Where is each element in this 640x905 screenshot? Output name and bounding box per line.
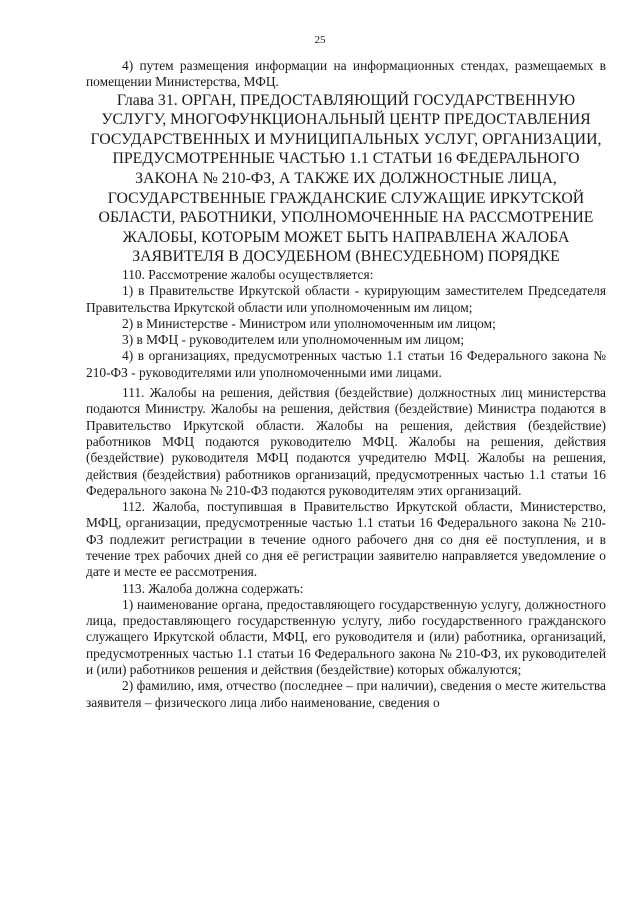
chapter-title: Глава 31. ОРГАН, ПРЕДОСТАВЛЯЮЩИЙ ГОСУДАРСТВЕННУЮ УСЛУГУ, МНОГОФУНКЦИОНАЛЬНЫЙ ЦЕНТР ПРЕДОСТАВЛЕНИЯ ГОСУДАРСТВЕННЫХ И МУНИЦИПАЛЬНЫХ УСЛУГ, ОРГАНИЗАЦИИ, ПРЕДУСМОТРЕННЫЕ ЧАСТЬЮ 1.1 СТАТЬИ 16 ФЕДЕРАЛЬНОГО ЗАКОНА № 210-ФЗ, А ТАКЖЕ ИХ ДОЛЖНОСТНЫЕ ЛИЦА, ГОСУДАРСТВЕННЫЕ ГРАЖДАНСКИЕ СЛУЖАЩИЕ ИРКУТСКОЙ ОБЛАСТИ, РАБОТНИКИ, УПОЛНОМОЧЕННЫЕ НА РАССМОТРЕНИЕ ЖАЛОБЫ, КОТОРЫМ МОЖЕТ БЫТЬ НАПРАВЛЕНА ЖАЛОБА ЗАЯВИТЕЛЯ В ДОСУДЕБНОМ (ВНЕСУДЕБНОМ) ПОРЯДКЕ bbox=[90, 91, 602, 266]
paragraph-112: 112. Жалоба, поступившая в Правительство Иркутской области, Министерство, МФЦ, организации, предусмотренные частью 1.1 статьи 16 Федерального закона № 210-ФЗ подлежит регистрации в течение одного рабочего дня со дня её поступления, и в течение трех рабочих дней со дня её регистрации заявителю направляется уведомление о дате и месте ее рассмотрения. bbox=[86, 499, 606, 580]
list-item: 4) в организациях, предусмотренных частью 1.1 статьи 16 Федерального закона № 210-ФЗ - руководителями или уполномоченными ими лицами. bbox=[86, 348, 606, 380]
list-item: 1) в Правительстве Иркутской области - курирующим заместителем Председателя Правительства Иркутской области или уполномоченным им лицом; bbox=[86, 283, 606, 315]
list-item: 4) путем размещения информации на информационных стендах, размещаемых в помещении Министерства, МФЦ. bbox=[86, 58, 606, 90]
page-number: 25 bbox=[314, 34, 326, 46]
paragraph-111: 111. Жалобы на решения, действия (бездействие) должностных лиц министерства подаются Министру. Жалобы на решения, действия (бездействие) Министра подаются в Правительство Иркутской области. Жалобы на решения, действия (бездействие) работников МФЦ подаются руководителю МФЦ. Жалобы на решения, действия (бездействие) руководителя МФЦ подаются учредителю МФЦ. Жалобы на решения, действия (бездействия) работников организаций, предусмотренных частью 1.1 статьи 16 Федерального закона № 210-ФЗ подаются руководителям этих организаций. bbox=[86, 385, 606, 498]
paragraph-110-lead: 110. Рассмотрение жалобы осуществляется: bbox=[122, 266, 374, 282]
paragraph-113-lead: 113. Жалоба должна содержать: bbox=[122, 580, 304, 596]
document-body bbox=[86, 58, 606, 711]
list-item: 2) фамилию, имя, отчество (последнее – при наличии), сведения о месте жительства заявителя – физического лица либо наименование, сведения о bbox=[86, 678, 606, 710]
list-item: 2) в Министерстве - Министром или уполномоченным им лицом; bbox=[122, 315, 496, 331]
list-item: 3) в МФЦ - руководителем или уполномоченным им лицом; bbox=[122, 332, 465, 348]
list-item: 1) наименование органа, предоставляющего государственную услугу, должностного лица, предоставляющего государственную услугу, либо государственного гражданского служащего Иркутской области, МФЦ, его руководителя и (или) работника, организаций, предусмотренных частью 1.1 статьи 16 Федерального закона № 210-ФЗ, их руководителей и (или) работников решения и действия (бездействие) которых обжалуются; bbox=[86, 596, 606, 678]
